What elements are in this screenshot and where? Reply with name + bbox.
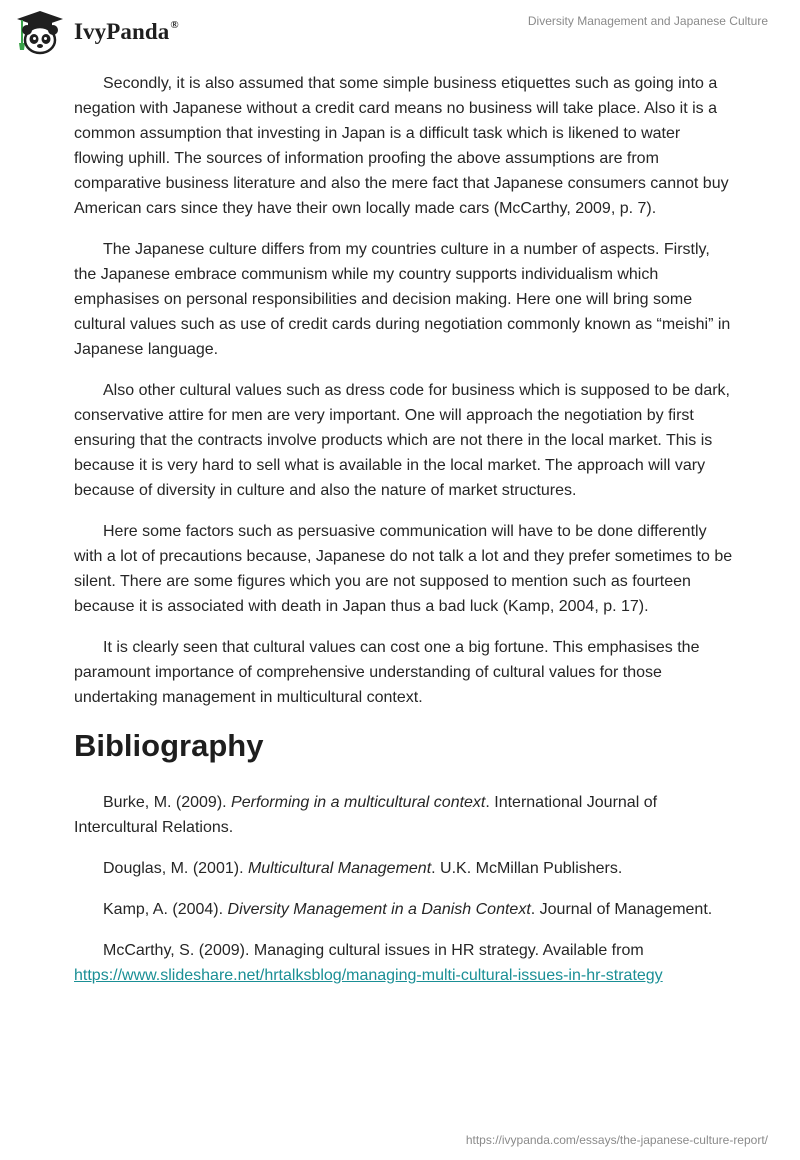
essay-content xyxy=(74,71,734,1004)
logo-wordmark: IvyPanda® xyxy=(74,19,179,44)
body-paragraph-2: The Japanese culture differs from my countries culture in a number of aspects. Firstly, the Japanese embrace communism while my country supports individualism which emphasises on personal responsibilities and decision making. Here one will bring some cultural values such as use of credit cards during negotiation commonly known as “meishi” in Japanese language. xyxy=(74,241,731,358)
bibliography-entry-burke: Burke, M. (2009). Performing in a multicultural context. International Journal of Intercultural Relations. xyxy=(74,794,658,836)
page-header xyxy=(0,0,800,70)
panda-graduate-icon xyxy=(14,9,66,55)
body-paragraph-3: Also other cultural values such as dress code for business which is supposed to be dark, conservative attire for men are very important. One will approach the negotiation by first ensuring that the contracts involve products which are not there in the local market. This is because it is very hard to sell what is available in the local market. The approach will vary because of diversity in culture and also the nature of market structures. xyxy=(74,382,730,499)
bibliography-entry-douglas: Douglas, M. (2001). Multicultural Management. U.K. McMillan Publishers. xyxy=(103,860,623,877)
bibliography-entry-mccarthy: McCarthy, S. (2009). Managing cultural issues in HR strategy. Available from https://www.slideshare.net/hrtalksblog/managing-multi-cultural-issues-in-hr-strategy xyxy=(74,942,663,984)
registered-mark: ® xyxy=(170,19,179,32)
document-title: Diversity Management and Japanese Culture xyxy=(527,14,768,28)
body-paragraph-1: Secondly, it is also assumed that some simple business etiquettes such as going into a negation with Japanese without a credit card means no business will take place. Also it is a common assumption that investing in Japan is a difficult task which is likened to water flowing uphill. The sources of information proofing the above assumptions are from comparative business literature and also the mere fact that Japanese consumers cannot buy American cars since they have their own locally made cars (McCarthy, 2009, p. 7). xyxy=(74,75,729,217)
ivypanda-logo[interactable] xyxy=(14,8,179,56)
body-paragraph-5: It is clearly seen that cultural values can cost one a big fortune. This emphasises the paramount importance of comprehensive understanding of cultural values for those undertaking management in multicultural context. xyxy=(74,639,700,706)
slideshare-link[interactable]: https://www.slideshare.net/hrtalksblog/managing-multi-cultural-issues-in-hr-strategy xyxy=(74,967,663,984)
bibliography-heading: Bibliography xyxy=(74,728,264,763)
bibliography-entry-kamp: Kamp, A. (2004). Diversity Management in a Danish Context. Journal of Management. xyxy=(103,901,713,918)
source-url[interactable]: https://ivypanda.com/essays/the-japanese-culture-report/ xyxy=(465,1133,768,1147)
body-paragraph-4: Here some factors such as persuasive communication will have to be done differently with a lot of precautions because, Japanese do not talk a lot and they prefer sometimes to be silent. There are some figures which you are not supposed to mention such as fourteen because it is associated with death in Japan thus a bad luck (Kamp, 2004, p. 17). xyxy=(74,523,733,615)
